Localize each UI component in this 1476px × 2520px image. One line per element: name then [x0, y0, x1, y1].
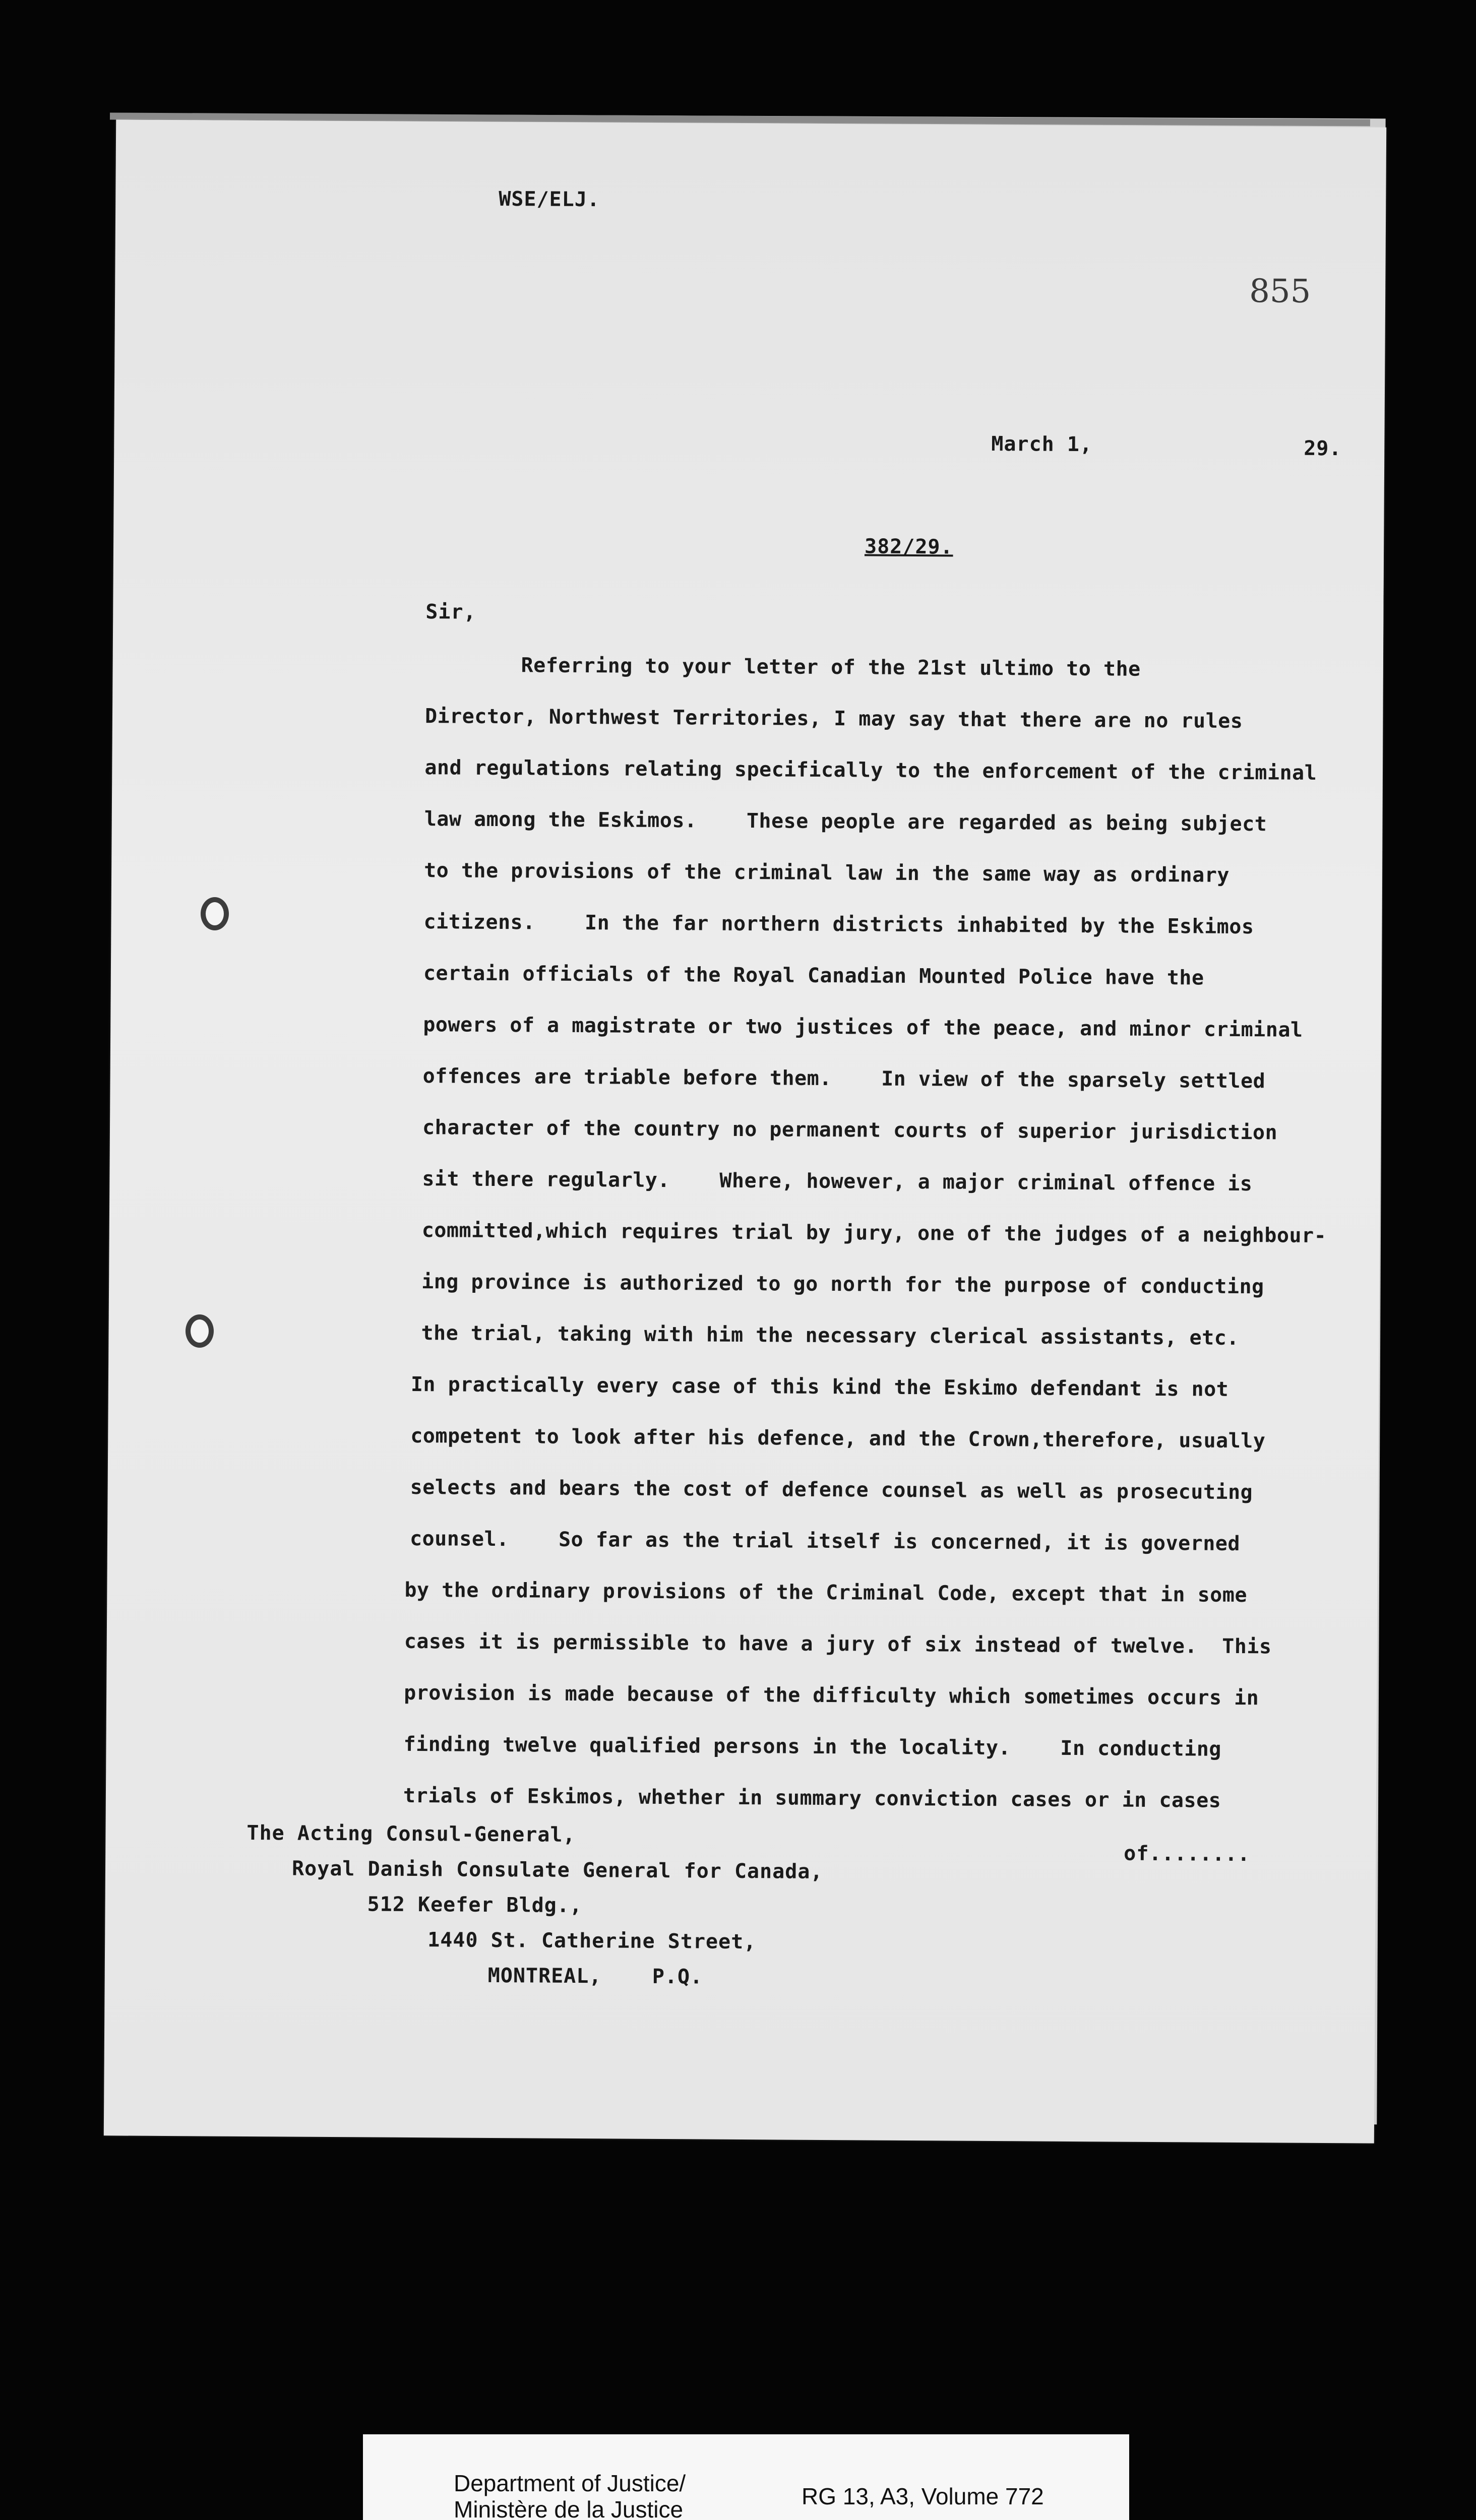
- typist-initials: WSE/ELJ.: [499, 187, 600, 212]
- file-reference: 382/29.: [864, 535, 953, 559]
- salutation: Sir,: [425, 600, 476, 624]
- address-line: Royal Danish Consulate General for Canada,: [291, 1857, 823, 1883]
- body-line: finding twelve qualified persons in the locality. In conducting: [403, 1732, 1222, 1761]
- continuation-marker: of........: [1124, 1842, 1251, 1866]
- body-line: to the provisions of the criminal law in the same way as ordinary: [424, 859, 1230, 887]
- address-line: The Acting Consul-General,: [247, 1821, 576, 1847]
- body-line: cases it is permissible to have a jury of six instead of twelve. This: [404, 1629, 1272, 1659]
- address-line: 512 Keefer Bldg.,: [367, 1893, 583, 1918]
- letter-year: 29.: [1304, 436, 1342, 461]
- address-line: MONTREAL, P.Q.: [487, 1964, 703, 1989]
- page-number: 855: [1249, 273, 1311, 310]
- body-line: certain officials of the Royal Canadian Mounted Police have the: [423, 962, 1204, 990]
- body-line: citizens. In the far northern districts inhabited by the Eskimos: [423, 910, 1254, 939]
- body-line: Director, Northwest Territories, I may say that there are no rules: [424, 705, 1243, 733]
- body-line: trials of Eskimos, whether in summary conviction cases or in cases: [403, 1784, 1221, 1812]
- body-line: counsel. So far as the trial itself is concerned, it is governed: [409, 1527, 1241, 1556]
- department-english: Department of Justice/: [454, 2470, 686, 2496]
- address-line: 1440 St. Catherine Street,: [427, 1928, 757, 1954]
- body-line: powers of a magistrate or two justices of the peace, and minor criminal: [423, 1013, 1303, 1042]
- punch-hole: [186, 1314, 214, 1348]
- body-line: selects and bears the cost of defence counsel as well as prosecuting: [410, 1475, 1253, 1504]
- body-line: competent to look after his defence, and the Crown,therefore, usually: [410, 1424, 1266, 1453]
- body-line: and regulations relating specifically to the enforcement of the criminal: [424, 756, 1317, 785]
- body-line: law among the Eskimos. These people are regarded as being subject: [424, 807, 1267, 836]
- body-line: character of the country no permanent courts of superior jurisdiction: [422, 1116, 1278, 1145]
- body-line: In practically every case of this kind the Eskimo defendant is not: [410, 1372, 1229, 1401]
- body-line: committed,which requires trial by jury, one of the judges of a neighbour-: [421, 1219, 1327, 1248]
- body-line: by the ordinary provisions of the Criminal Code, except that in some: [404, 1578, 1248, 1607]
- letter-date: March 1,: [991, 432, 1093, 457]
- body-line: offences are triable before them. In view of the sparsely settled: [422, 1064, 1266, 1093]
- body-line: ing province is authorized to go north for the purpose of conducting: [421, 1270, 1264, 1299]
- punch-hole: [201, 897, 229, 930]
- body-line: provision is made because of the difficulty which sometimes occurs in: [404, 1681, 1259, 1710]
- body-line: the trial, taking with him the necessary clerical assistants, etc.: [421, 1321, 1240, 1350]
- body-line: Referring to your letter of the 21st ultimo to the: [521, 654, 1141, 681]
- body-line: sit there regularly. Where, however, a major criminal offence is: [422, 1167, 1253, 1196]
- department-french: Ministère de la Justice: [454, 2496, 684, 2520]
- archive-reference-label: [363, 2434, 1129, 2520]
- record-group-reference: RG 13, A3, Volume 772: [802, 2483, 1044, 2509]
- letter-page: [104, 119, 1386, 2143]
